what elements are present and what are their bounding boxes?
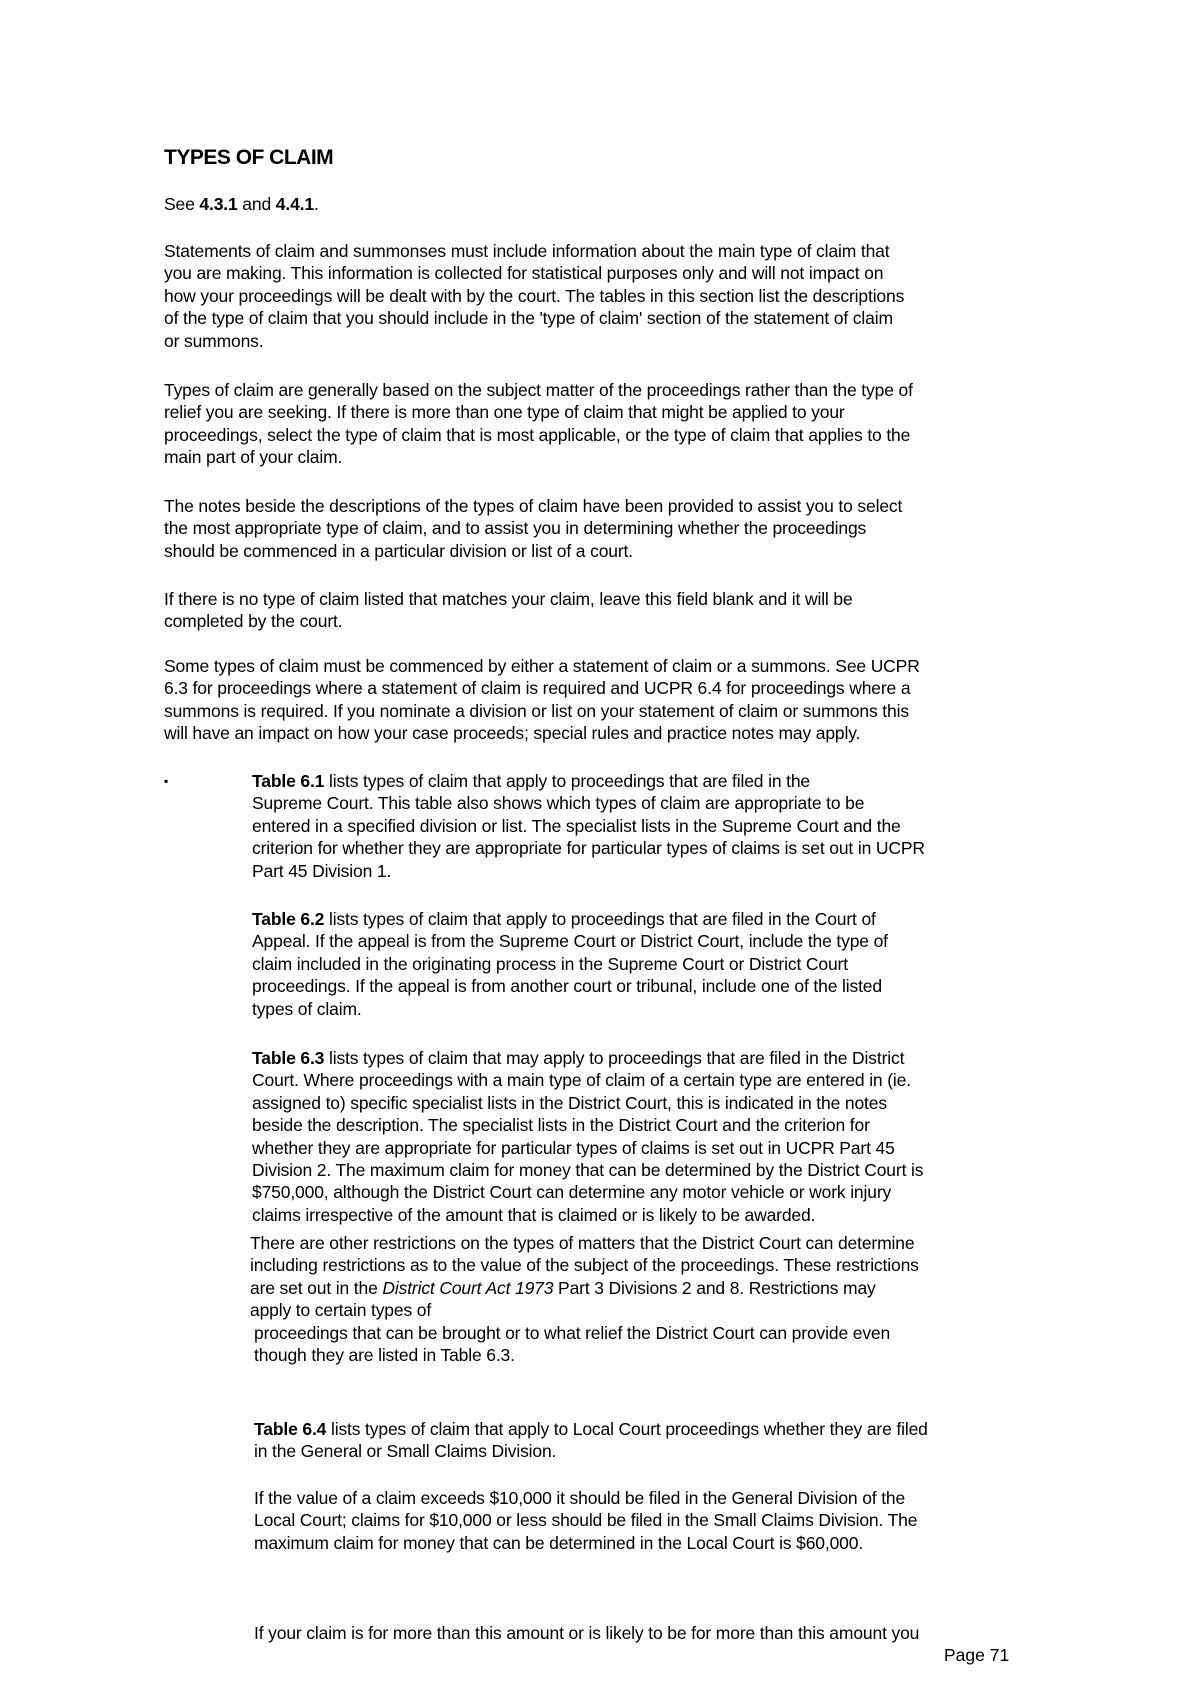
text-line: entered in a specified division or list. The specialist lists in the Supreme Court and the xyxy=(252,815,901,836)
text-line: criterion for whether they are appropriate for particular types of claims is set out in UCPR xyxy=(252,838,925,859)
paragraph-types-basis xyxy=(164,379,1044,469)
text-line: beside the description. The specialist lists in the District Court and the criterion for xyxy=(252,1115,870,1136)
table-label: Table 6.4 xyxy=(254,1419,327,1439)
text-line: types of claim. xyxy=(252,998,362,1019)
text-line: claims irrespective of the amount that is claimed or is likely to be awarded. xyxy=(252,1204,816,1225)
text-line: summons is required. If you nominate a division or list on your statement of claim or summons this xyxy=(164,700,909,721)
text-line: though they are listed in Table 6.3. xyxy=(254,1345,515,1366)
table-label: Table 6.1 xyxy=(252,771,325,791)
page-heading: TYPES OF CLAIM xyxy=(164,146,334,169)
table-6-2-description xyxy=(252,908,1052,1020)
text-line: Division 2. The maximum claim for money that can be determined by the District Court is xyxy=(252,1160,924,1181)
text-line: Table 6.4 lists types of claim that apply to Local Court proceedings whether they are filed xyxy=(254,1419,928,1439)
page-number: Page 71 xyxy=(944,1645,1010,1665)
text-line: Types of claim are generally based on the subject matter of the proceedings rather than the type of xyxy=(164,380,913,400)
text-line: Part 45 Division 1. xyxy=(252,860,392,881)
text-line: $750,000, although the District Court can determine any motor vehicle or work injury xyxy=(252,1182,892,1203)
table-6-3-description xyxy=(252,1047,1052,1226)
see-reference xyxy=(164,193,1044,215)
text-line: If your claim is for more than this amount or is likely to be for more than this amount you xyxy=(254,1623,920,1643)
text-line: Statements of claim and summonses must include information about the main type of claim that xyxy=(164,241,890,261)
text-line: in the General or Small Claims Division. xyxy=(254,1441,557,1462)
table-6-4-description xyxy=(254,1418,1054,1463)
text-line: The notes beside the descriptions of the types of claim have been provided to assist you to select xyxy=(164,496,903,516)
table-6-1-description xyxy=(252,770,1052,882)
paragraph-commencement xyxy=(164,655,1044,745)
act-title: District Court Act 1973 xyxy=(382,1277,554,1298)
text-line: of the type of claim that you should include in the 'type of claim' section of the statement of claim xyxy=(164,308,893,329)
paragraph-no-match xyxy=(164,588,1044,633)
text-line: maximum claim for money that can be determined in the Local Court is $60,000. xyxy=(254,1532,864,1553)
see-ref-1: 4.3.1 xyxy=(199,194,238,214)
paragraph-final-line xyxy=(254,1622,1054,1644)
text-line: assigned to) specific specialist lists in the District Court, this is indicated in the notes xyxy=(252,1092,887,1113)
text-line: you are making. This information is collected for statistical purposes only and will not impact on xyxy=(164,263,884,284)
text-line: Supreme Court. This table also shows which types of claim are appropriate to be xyxy=(252,793,865,814)
text-line: apply to certain types of xyxy=(250,1300,432,1321)
text-line: Table 6.3 lists types of claim that may apply to proceedings that are filed in the District xyxy=(252,1048,905,1068)
text-line: If the value of a claim exceeds $10,000 it should be filed in the General Division of the xyxy=(254,1488,906,1508)
text-line: Court. Where proceedings with a main type of claim of a certain type are entered in (ie. xyxy=(252,1070,911,1091)
text-line: whether they are appropriate for particular types of claims is set out in UCPR Part 45 xyxy=(252,1137,895,1158)
text-line: There are other restrictions on the types of matters that the District Court can determine xyxy=(250,1233,915,1253)
table-label: Table 6.2 xyxy=(252,909,325,929)
paragraph-statements xyxy=(164,240,1044,352)
bullet-icon: ▪ xyxy=(164,774,169,788)
text-line: Local Court; claims for $10,000 or less should be filed in the Small Claims Division. The xyxy=(254,1510,918,1531)
paragraph-notes xyxy=(164,495,1044,562)
see-middle: and xyxy=(237,194,276,214)
see-suffix: . xyxy=(313,194,319,214)
text-line: claim included in the originating process in the Supreme Court or District Court xyxy=(252,953,848,974)
text-line: proceedings. If the appeal is from another court or tribunal, include one of the listed xyxy=(252,976,882,997)
text-line: completed by the court. xyxy=(164,611,343,632)
text-line: how your proceedings will be dealt with by the court. The tables in this section list the descriptions xyxy=(164,285,905,306)
see-ref-2: 4.4.1 xyxy=(275,194,314,214)
text-line: will have an impact on how your case proceeds; special rules and practice notes may apply. xyxy=(164,723,861,744)
text-line: If there is no type of claim listed that matches your claim, leave this field blank and it will be xyxy=(164,589,853,609)
text-line: main part of your claim. xyxy=(164,447,343,468)
text-line: 6.3 for proceedings where a statement of claim is required and UCPR 6.4 for proceedings where a xyxy=(164,678,911,699)
text-line: Table 6.2 lists types of claim that apply to proceedings that are filed in the Court of xyxy=(252,909,876,929)
text-line: including restrictions as to the value of the subject of the proceedings. These restrictions xyxy=(250,1255,919,1276)
text-line: should be commenced in a particular division or list of a court. xyxy=(164,540,633,561)
paragraph-local-court-value xyxy=(254,1487,1054,1554)
text-line: Some types of claim must be commenced by either a statement of claim or a summons. See UCPR xyxy=(164,656,920,676)
text-line: Appeal. If the appeal is from the Supreme Court or District Court, include the type of xyxy=(252,931,888,952)
table-label: Table 6.3 xyxy=(252,1048,325,1068)
text-line: are set out in the District Court Act 1973 Part 3 Divisions 2 and 8. Restrictions may xyxy=(250,1277,876,1298)
text-line: relief you are seeking. If there is more than one type of claim that might be applied to your xyxy=(164,402,845,423)
paragraph-restrictions xyxy=(250,1232,1052,1366)
see-prefix: See xyxy=(164,194,200,214)
text-line: Table 6.1 lists types of claim that apply to proceedings that are filed in the xyxy=(252,771,811,791)
text-line: proceedings that can be brought or to what relief the District Court can provide even xyxy=(254,1322,891,1343)
text-line: proceedings, select the type of claim that is most applicable, or the type of claim that applies to the xyxy=(164,424,911,445)
text-line: the most appropriate type of claim, and to assist you in determining whether the proceedings xyxy=(164,518,867,539)
text-line: or summons. xyxy=(164,330,264,351)
